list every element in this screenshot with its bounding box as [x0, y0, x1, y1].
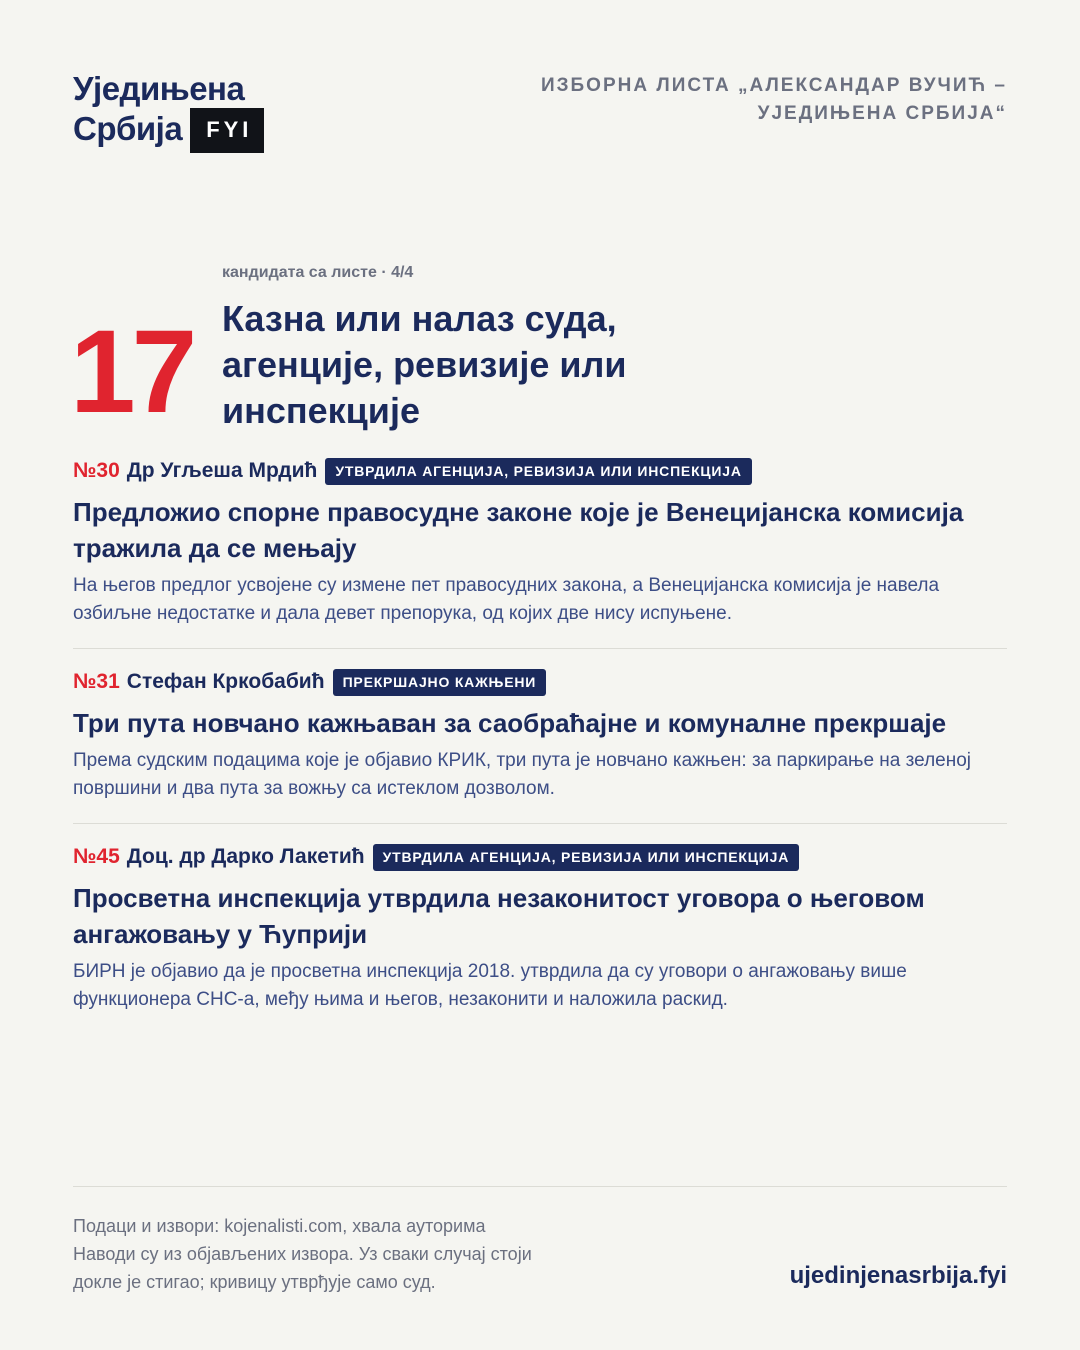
logo-line-2 — [73, 108, 264, 153]
candidate-name: Стефан Кркобабић — [126, 670, 325, 693]
footer-sources — [73, 1212, 673, 1296]
logo-line-1: Уједињена — [73, 70, 245, 107]
entry-description: На његов предлог усвојене су измене пет правосудних закона, а Венецијанска комисија је навела озбиљне недостатке и дала девет препорука, од којих две нису испуњене. — [73, 575, 940, 624]
entry-description: БИРН је објавио да је просветна инспекција 2018. утврдила да су уговори о ангажовању више функционера СНС-а, међу њима и његов, незаконити и наложила раскид. — [73, 961, 907, 1010]
footer-line-1: Подаци и извори: kojenalisti.com, хвала ауторима — [73, 1216, 486, 1236]
entry-title: Просветна инспекција утврдила незаконитост уговора о његовом ангажовању у Ћуприји — [73, 883, 925, 949]
entry-description: Према судским подацима које је објавио КРИК, три пута је новчано кажњен: за паркирање на зеленој површини и два пута за вожњу са истеклом дозволом. — [73, 750, 972, 799]
brand-logo — [73, 70, 264, 153]
category-badge: ПРЕКРШАЈНО КАЖЊЕНИ — [333, 669, 547, 696]
category-badge: УТВРДИЛА АГЕНЦИЈА, РЕВИЗИЈА ИЛИ ИНСПЕКЦИЈА — [325, 458, 751, 485]
candidate-entry — [73, 648, 1007, 823]
category-badge: УТВРДИЛА АГЕНЦИЈА, РЕВИЗИЈА ИЛИ ИНСПЕКЦИЈА — [373, 844, 799, 871]
footer-divider — [73, 1186, 1007, 1187]
candidate-number: №45 — [73, 845, 120, 868]
electoral-list-title: ИЗБОРНА ЛИСТА „АЛЕКСАНДАР ВУЧИЋ – УЈЕДИЊЕНА СРБИЈА“ — [540, 75, 1007, 124]
candidate-name: Доц. др Дарко Лакетић — [126, 845, 365, 868]
entry-title: Три пута новчано кажњаван за саобраћајне и комуналне прекршаје — [73, 708, 947, 738]
entry-header — [73, 667, 1007, 697]
page-title: Казна или налаз суда, агенције, ревизије или инспекције — [222, 298, 627, 431]
candidate-count: 17 — [70, 306, 194, 438]
candidate-list — [73, 456, 1007, 1034]
candidate-number: №30 — [73, 459, 120, 482]
footer-line-2: Наводи су из објављених извора. Уз сваки случај стоји — [73, 1244, 532, 1264]
entry-title: Предложио спорне правосудне законе које је Венецијанска комисија тражила да се мењају — [73, 497, 964, 563]
footer-line-3: докле је стигао; кривицу утврђује само суд. — [73, 1272, 436, 1292]
logo-word: Србија — [73, 110, 183, 147]
candidate-entry — [73, 823, 1007, 1034]
candidate-number: №31 — [73, 670, 120, 693]
entry-header — [73, 842, 1007, 872]
page-kicker: кандидата са листе · 4/4 — [222, 264, 414, 281]
website-link[interactable]: ujedinjenasrbija.fyi — [789, 1262, 1007, 1289]
entry-header — [73, 456, 1007, 486]
logo-fyi-badge: FYI — [190, 108, 264, 153]
candidate-name: Др Угљеша Мрдић — [126, 459, 318, 482]
candidate-entry — [73, 456, 1007, 648]
